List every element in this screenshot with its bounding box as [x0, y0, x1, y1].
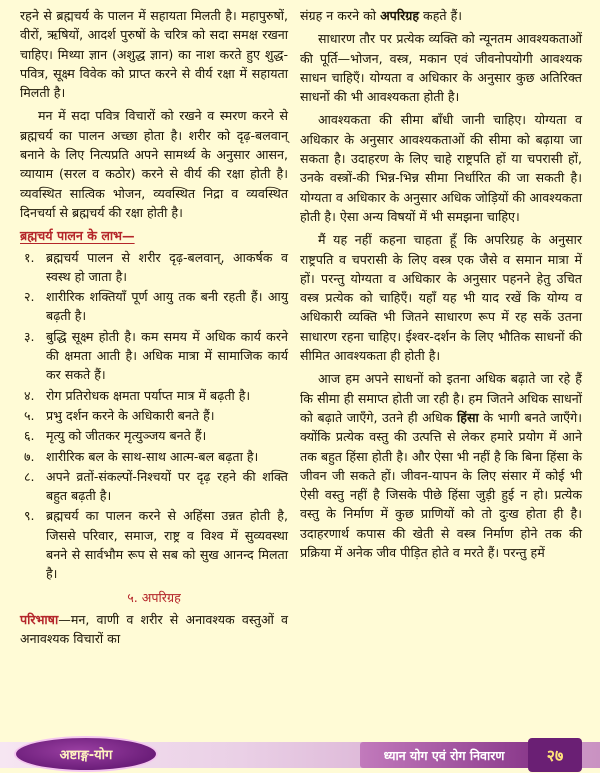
definition-paragraph	[20, 610, 288, 649]
list-item	[20, 447, 288, 466]
item-text: रोग प्रतिरोधक क्षमता पर्याप्त मात्र में बढ़ती है।	[46, 387, 251, 403]
text-run: के भागी बनते जाएँगे। क्योंकि प्रत्येक वस्तु की उत्पत्ति से लेकर हमारे प्रयोग में आने तक बहुत हिंसा होती है। और ऐसा भी नहीं है कि बिना हिंसा के जीवन जी सकते हों। जीवन-यापन के लिए संसार में कोई भी ऐसी वस्तु नहीं है जिसके पीछे हिंसा जुड़ी हुई न हो। प्रत्येक वस्तु के निर्माण में कुछ प्राणियों को तो दुःख होता ही है। उदाहरणार्थ कपास की खेती से वस्त्र निर्माण होने तक की प्रक्रिया में अनेक जीव पीड़ित होते व मरते हैं। परन्तु हमें	[300, 409, 582, 561]
paragraph: साधारण तौर पर प्रत्येक व्यक्ति को न्यूनतम आवश्यकताओं की पूर्ति—भोजन, वस्त्र, मकान एवं जीवनोपयोगी आवश्यक साधन चाहिएँ। योग्यता व अधिकार के अनुसार कुछ अतिरिक्त साधनों की भी आवश्यकता होती है।	[300, 31, 582, 105]
item-text: शारीरिक शक्तियाँ पूर्ण आयु तक बनी रहती हैं। आयु बढ़ती है।	[46, 289, 288, 324]
item-text: ब्रह्मचर्य पालन से शरीर दृढ़-बलवान्, आकर्षक व स्वस्थ हो जाता है।	[46, 249, 288, 284]
definition-label: परिभाषा	[20, 611, 59, 627]
book-series-badge: अष्टाङ्ग-योग	[14, 736, 158, 772]
list-item	[20, 426, 288, 445]
item-number: ५.	[24, 407, 35, 423]
item-number: २.	[24, 289, 35, 305]
right-column	[300, 6, 582, 566]
list-item	[20, 467, 288, 506]
item-text: ब्रह्मचर्य का पालन करने से अहिंसा उन्नत होती है, जिससे परिवार, समाज, राष्ट्र व विश्व में सुव्यवस्था बनने से सार्वभौम रूप से सब को सुख आनन्द मिलता है।	[46, 508, 288, 582]
item-number: ९.	[24, 508, 35, 524]
item-text: बुद्धि सूक्ष्म होती है। कम समय में अधिक कार्य करने की क्षमता आती है। अधिक मात्रा में सामाजिक कार्य कर सकते हैं।	[46, 328, 288, 383]
left-column	[20, 6, 288, 653]
text-run: संग्रह न करने को	[300, 8, 381, 23]
item-number: ३.	[24, 328, 35, 344]
paragraph	[300, 369, 582, 562]
section-title: ५. अपरिग्रह	[127, 589, 181, 605]
list-item	[20, 248, 288, 287]
benefits-list	[20, 248, 288, 584]
paragraph	[300, 6, 582, 25]
list-item	[20, 287, 288, 326]
item-number: ६.	[24, 428, 35, 444]
list-item	[20, 327, 288, 385]
page-number: २७	[528, 738, 582, 772]
list-item	[20, 506, 288, 583]
item-number: ७.	[24, 448, 35, 464]
paragraph: आवश्यकता की सीमा बाँधी जानी चाहिए। योग्यता व अधिकार के अनुसार आवश्यकताओं की सीमा को बढ़ाया जा सकता है। उदाहरण के लिए चाहे राष्ट्रपति हों या चपरासी हों, उनके वस्त्रों-की भिन्न-भिन्न सीमा निर्धारित की जा सकती है। योग्यता व अधिकार के अनुसार अधिक जोड़ियों की आवश्यकता होती है। ऐसा अन्य विषयों में भी समझना चाहिए।	[300, 112, 582, 224]
bold-term: अपरिग्रह	[380, 8, 420, 23]
benefits-heading: ब्रह्मचर्य पालन के लाभ—	[20, 228, 135, 244]
text-run: आज हम अपने साधनों को इतना अधिक बढ़ाते जा रहे हैं कि सीमा ही समाप्त होती जा रही है। हम जितने अधिक साधनों को बढ़ाते जाएँगे, उतने ही अधिक	[300, 371, 582, 425]
item-text: मृत्यु को जीतकर मृत्युञ्जय बनते हैं।	[46, 428, 207, 444]
item-text: अपने व्रतों-संकल्पों-निश्चयों पर दृढ़ रहने की शक्ति बहुत बढ़ती है।	[46, 468, 288, 504]
bold-term: हिंसा	[457, 409, 479, 425]
item-number: ४.	[24, 387, 35, 403]
paragraph: मैं यह नहीं कहना चाहता हूँ कि अपरिग्रह के अनुसार राष्ट्रपति व चपरासी के लिए वस्त्र एक जैसे व समान मात्रा में हों। परन्तु योग्यता व अधिकार के अनुसार पहनने हेतु उचित वस्त्र प्रत्येक को चाहिएँ। यहाँ यह भी याद रखें कि योग्य व अधिकारी व्यक्ति भी जितने साधारण रूप में रह सकें उतना साधारण रहना चाहिए। ईश्वर-दर्शन के लिए भौतिक साधनों की सीमित आवश्यकता ही होती है।	[300, 232, 582, 364]
item-text: शारीरिक बल के साथ-साथ आत्म-बल बढ़ता है।	[46, 448, 259, 464]
definition-text: —मन, वाणी व शरीर से अनावश्यक वस्तुओं व अनावश्यक विचारों का	[20, 611, 288, 647]
item-text: प्रभु दर्शन करने के अधिकारी बनते हैं।	[46, 407, 215, 423]
item-number: १.	[24, 249, 35, 265]
paragraph: रहने से ब्रह्मचर्य के पालन में सहायता मिलती है। महापुरुषों, वीरों, ऋषियों, आदर्श पुरुषों के चरित्र को सदा समक्ष रखना चाहिए। मिथ्या ज्ञान (अशुद्ध ज्ञान) का नाश करते हुए शुद्ध-पवित्र, सूक्ष्म विवेक को प्राप्त करने से वीर्य रक्षा में सहायता मिलती है।	[20, 8, 288, 101]
text-run: कहते हैं।	[419, 8, 463, 23]
book-title-bar: ध्यान योग एवं रोग निवारण	[360, 742, 528, 768]
list-item	[20, 406, 288, 425]
item-number: ८.	[24, 468, 35, 484]
page-footer	[0, 736, 600, 773]
paragraph: मन में सदा पवित्र विचारों को रखने व स्मरण करने से ब्रह्मचर्य का पालन अच्छा होता है। शरीर को दृढ़-बलवान् बनाने के लिए नित्यप्रति अपने सामर्थ्य के अनुसार आसन, व्यायाम (सरल व कठोर) करने से वीर्य की रक्षा होती है। व्यवस्थित सात्विक भोजन, व्यवस्थित निद्रा व व्यवस्थित दिनचर्या से ब्रह्मचर्य की रक्षा होती है।	[20, 108, 288, 220]
list-item	[20, 386, 288, 405]
